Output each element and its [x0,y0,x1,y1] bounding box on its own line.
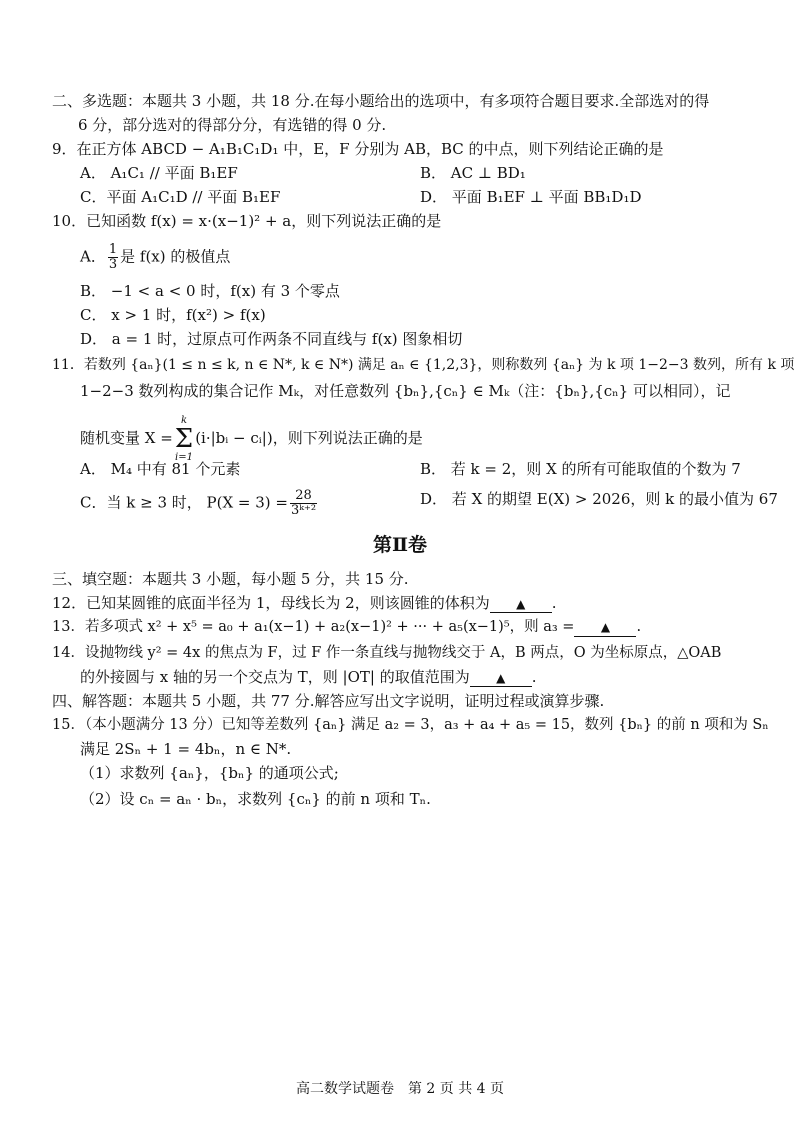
summation-body: (i·|bᵢ − cᵢ|)，则下列说法正确的是 [195,429,423,447]
part-2-title: 第Ⅱ卷 [372,534,427,556]
question-10-option-b: B． −1 < a < 0 时，f(x) 有 3 个零点 [80,282,340,300]
triangle-icon: ▲ [600,620,611,634]
answer-blank [574,619,636,637]
page-footer: 高二数学试题卷 第 2 页 共 4 页 [295,1081,505,1097]
fraction [290,489,317,518]
question-13-text: 13．若多项式 x² + x⁵ = a₀ + a₁(x−1) + a₂(x−1)² + ··· + a₅(x−1)⁵，则 a₃ = [52,619,575,635]
section-heading-fill-in: 三、填空题：本题共 3 小题，每小题 5 分，共 15 分. [52,570,409,588]
summation [175,415,193,463]
question-11-option-c [80,489,319,518]
question-15-part-1: （1）求数列 {aₙ}，{bₙ} 的通项公式; [80,764,339,782]
answer-blank [470,669,532,687]
summation-upper: k [180,415,188,426]
question-10-option-d: D． a = 1 时，过原点可作两条不同直线与 f(x) 图象相切 [80,330,463,348]
fraction [108,243,118,272]
option-text: C．当 k ≥ 3 时， P(X = 3) = [80,493,288,512]
section-heading-solution: 四、解答题：本题共 5 小题，共 77 分.解答应写出文字说明，证明过程或演算步骤. [52,692,605,710]
option-label: A． [80,247,106,266]
question-11-option-b: B． 若 k = 2，则 X 的所有可能取值的个数为 7 [420,460,741,478]
summation-sign: Σ [174,424,194,454]
section-heading-multiple-choice: 二、多选题：本题共 3 小题，共 18 分.在每小题给出的选项中，有多项符合题目要求.全部选对的得 [52,92,710,110]
option-text: 是 f(x) 的极值点 [120,247,231,266]
question-10-option-a [80,243,230,272]
question-15-line-2: 满足 2Sₙ + 1 = 4bₙ，n ∈ N*. [80,740,292,758]
question-9-stem: 9．在正方体 ABCD − A₁B₁C₁D₁ 中，E，F 分别为 AB，BC 的中点，则下列结论正确的是 [52,140,664,158]
question-9-option-a: A． A₁C₁ // 平面 B₁EF [80,164,238,182]
question-11-option-a: A． M₄ 中有 81 个元素 [80,460,241,478]
summation-lower: i=1 [175,452,193,463]
question-13 [52,617,641,637]
question-9-option-d: D． 平面 B₁EF ⊥ 平面 BB₁D₁D [420,188,642,206]
triangle-icon: ▲ [516,597,526,611]
answer-blank [490,595,552,613]
question-12-text: 12．已知某圆锥的底面半径为 1，母线长为 2，则该圆锥的体积为 [52,594,490,612]
question-10-option-c: C． x > 1 时，f(x²) > f(x) [80,306,266,324]
random-variable-label: 随机变量 X = [80,429,173,447]
question-11-line-3 [80,415,423,463]
period: . [636,619,642,635]
question-14-text: 的外接圆与 x 轴的另一个交点为 T，则 |OT| 的取值范围为 [80,668,470,686]
question-11-option-d: D． 若 X 的期望 E(X) > 2026，则 k 的最小值为 67 [420,490,778,508]
question-9-option-b: B． AC ⊥ BD₁ [420,164,526,182]
fraction-numerator: 28 [290,489,317,504]
fraction-denominator: 3 [108,257,118,272]
triangle-icon: ▲ [496,671,506,685]
period: . [531,668,537,686]
question-11-line-2: 1−2−3 数列构成的集合记作 Mₖ，对任意数列 {bₙ},{cₙ} ∈ Mₖ（注：{bₙ},{cₙ} 可以相同），记 [80,382,731,400]
question-14-line-1: 14．设抛物线 y² = 4x 的焦点为 F，过 F 作一条直线与抛物线交于 A，B 两点，O 为坐标原点，△OAB [52,645,722,661]
question-15-line-1: 15．（本小题满分 13 分）已知等差数列 {aₙ} 满足 a₂ = 3，a₃ + a₄ + a₅ = 15，数列 {bₙ} 的前 n 项和为 Sₙ [52,717,769,733]
question-12 [52,593,557,613]
fraction-denominator: 3ᵏ⁺² [290,503,317,518]
question-11-line-1: 11．若数列 {aₙ}(1 ≤ n ≤ k, n ∈ N*, k ∈ N*) 满足 aₙ ∈ {1,2,3}，则称数列 {aₙ} 为 k 项 1−2−3 数列，所有 k 项 [52,357,795,373]
fraction-numerator: 1 [108,242,118,257]
question-9-option-c: C．平面 A₁C₁D // 平面 B₁EF [80,188,281,206]
period: . [551,594,557,612]
question-14-line-2 [80,667,537,687]
section-heading-continuation: 6 分，部分选对的得部分分，有选错的得 0 分. [78,116,387,134]
question-10-stem: 10．已知函数 f(x) = x·(x−1)² + a，则下列说法正确的是 [52,212,442,230]
question-15-part-2: （2）设 cₙ = aₙ · bₙ，求数列 {cₙ} 的前 n 项和 Tₙ. [80,790,431,808]
